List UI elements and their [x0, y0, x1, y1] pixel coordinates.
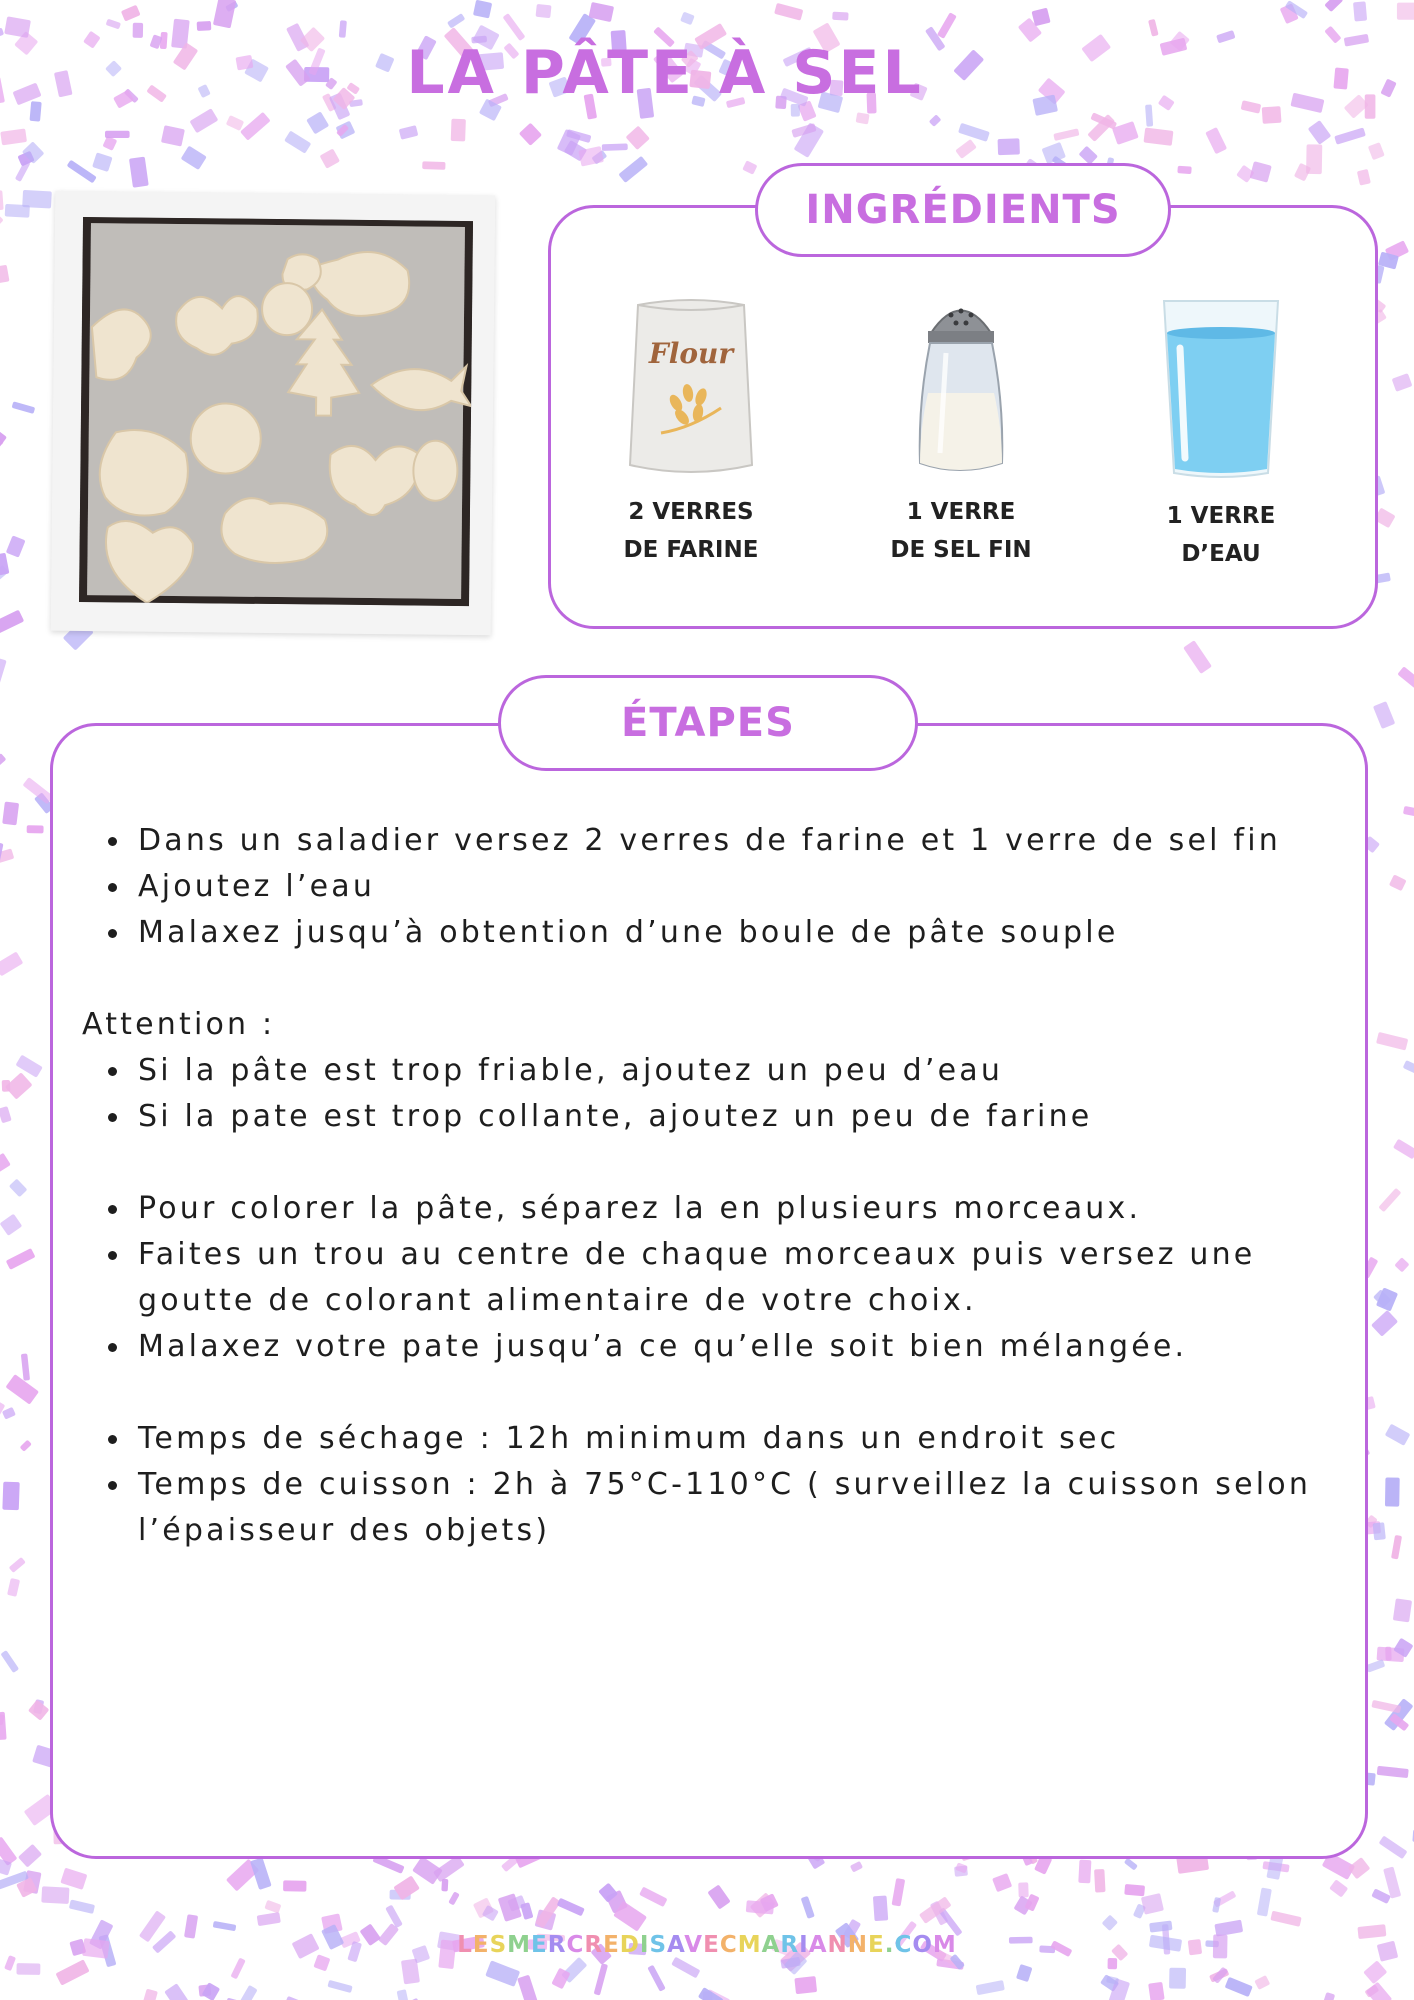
- salt-dough-photo: [79, 217, 473, 606]
- steps-list-preparation: [82, 818, 1342, 956]
- list-item: Dans un saladier versez 2 verres de farine et 1 verre de sel fin: [138, 818, 1342, 864]
- steps-content: [82, 818, 1342, 1554]
- water-glass-icon: [1156, 293, 1286, 483]
- list-item: Malaxez jusqu’à obtention d’une boule de pâte souple: [138, 910, 1342, 956]
- flour-quantity-label: 2 VERRES: [628, 499, 754, 525]
- salt-quantity-label: 1 VERRE: [906, 499, 1016, 525]
- page-title: LA PÂTE À SEL: [406, 38, 924, 108]
- list-item: Faites un trou au centre de chaque morceaux puis versez une goutte de colorant alimentaire de votre choix.: [138, 1232, 1342, 1324]
- steps-list-attention: [82, 1048, 1342, 1140]
- ingredient-water: [1111, 293, 1331, 573]
- list-item: Si la pâte est trop friable, ajoutez un peu d’eau: [138, 1048, 1342, 1094]
- list-item: Temps de séchage : 12h minimum dans un endroit sec: [138, 1416, 1342, 1462]
- attention-label: Attention :: [82, 1007, 276, 1042]
- list-item: Malaxez votre pate jusqu’a ce qu’elle soit bien mélangée.: [138, 1324, 1342, 1370]
- ingredients-heading: INGRÉDIENTS: [755, 163, 1171, 257]
- salt-dough-photo-frame: [51, 191, 496, 636]
- flour-package-text: Flour: [648, 337, 734, 370]
- steps-heading: ÉTAPES: [498, 675, 918, 771]
- ingredients-panel: [548, 205, 1378, 629]
- footer-website[interactable]: LESMERCREDISAVECMARIANNE.COM: [457, 1932, 957, 1958]
- salt-name-label: DE SEL FIN: [890, 537, 1032, 563]
- list-item: Temps de cuisson : 2h à 75°C-110°C ( surveillez la cuisson selon l’épaisseur des objets): [138, 1462, 1342, 1554]
- list-item: Pour colorer la pâte, séparez la en plusieurs morceaux.: [138, 1186, 1342, 1232]
- ingredient-flour: [581, 293, 801, 569]
- list-item: Ajoutez l’eau: [138, 864, 1342, 910]
- water-quantity-label: 1 VERRE: [1166, 503, 1276, 529]
- flour-name-label: DE FARINE: [623, 537, 759, 563]
- salt-shaker-icon: [906, 293, 1016, 483]
- list-item: Si la pate est trop collante, ajoutez un peu de farine: [138, 1094, 1342, 1140]
- ingredient-salt: [851, 293, 1071, 569]
- steps-list-drying: [82, 1416, 1342, 1554]
- flour-bag-icon: [626, 293, 756, 483]
- steps-list-coloring: [82, 1186, 1342, 1370]
- water-name-label: D’EAU: [1181, 541, 1261, 567]
